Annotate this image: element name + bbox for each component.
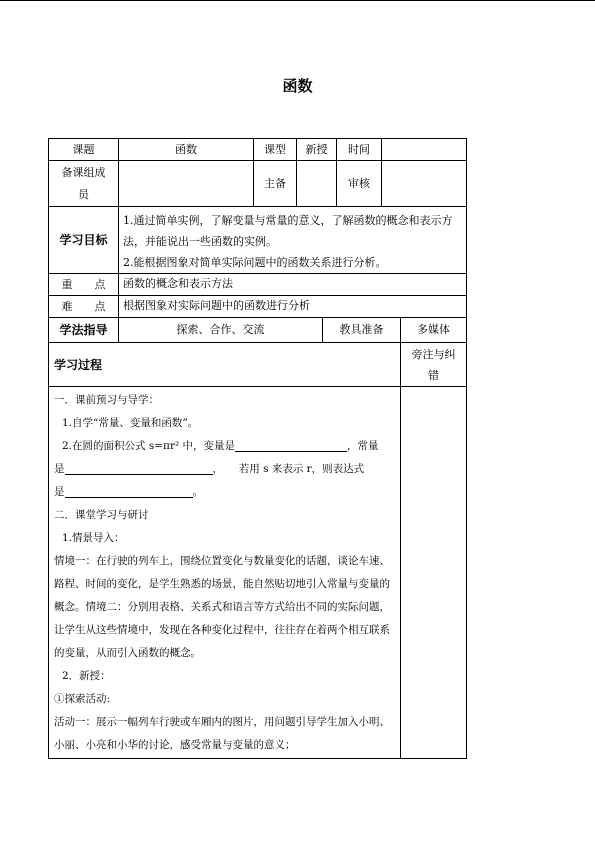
objectives-content: [118, 206, 467, 273]
time-label: 时间: [336, 138, 381, 160]
blank-expression[interactable]: [65, 484, 193, 498]
item2-text-e: 是: [54, 486, 65, 498]
objective-item-2: 2.能根据图象对简单实际问题中的函数关系进行分析。: [123, 256, 387, 269]
item2-text-d: ， 若用 s 来表示 r，则表达式: [212, 463, 365, 475]
scenario-text: 情境一：在行驶的列车上，围绕位置变化与数量变化的话题，谈论车速、路程、时间的变化，是学生熟悉的场景，能自然贴切地引入常量与变量的概念。情境二：分别用表格、关系式和语言等方式给出不同的实际问题，让学生从这些情境中，发现在各种变化过程中，往往存在着两个相互联系的变量，从而引入函数的概念。: [54, 555, 390, 659]
topic-label: 课题: [48, 138, 118, 160]
blank-constant[interactable]: [65, 461, 213, 475]
prep-value: 多媒体: [400, 317, 467, 342]
lead-label: 主备: [253, 160, 296, 206]
prep-label: 教具准备: [322, 317, 400, 342]
page-title: 函数: [282, 77, 313, 95]
item2-text-f: 。: [192, 486, 203, 498]
preview-item-2: [54, 435, 396, 458]
side-notes-label: 旁注与纠错: [400, 342, 467, 386]
process-label: 学习过程: [48, 342, 400, 386]
team-value: [118, 160, 253, 206]
difficulty-value: 根据图象对实际问题中的函数进行分析: [118, 295, 467, 317]
item2-text-b: ，常量: [347, 440, 379, 452]
team-label: 备课组成员: [48, 160, 118, 206]
blank-variable[interactable]: [235, 438, 347, 452]
section-preview: 一．课前预习与导学：: [54, 394, 159, 406]
activity-1-text: 活动一：展示一幅列车行驶或车厢内的图片，用问题引导学生加入小明、小丽、小亮和小华的讨论，感受常量与变量的意义；: [54, 716, 390, 751]
process-content: [48, 386, 400, 759]
difficulty-label: 难 点: [48, 295, 118, 317]
preview-item-1: 1.自学“常量、变量和函数”。: [62, 417, 199, 429]
preview-item-2-end: [54, 481, 396, 504]
time-value: [381, 138, 467, 160]
key-point-value: 函数的概念和表示方法: [118, 273, 467, 295]
scenario-intro-heading: 1.情景导入：: [62, 532, 125, 544]
type-label: 课型: [253, 138, 296, 160]
key-point-label: 重 点: [48, 273, 118, 295]
method-label: 学法指导: [48, 317, 118, 342]
review-label: 审核: [336, 160, 381, 206]
method-value: 探索、合作、交流: [118, 317, 322, 342]
new-lesson-heading: 2．新授：: [62, 670, 111, 682]
section-classroom: 二．课堂学习与研讨: [54, 509, 149, 521]
objectives-label: 学习目标: [48, 206, 118, 273]
preview-item-2-cont: [54, 458, 396, 481]
item2-text-c: 是: [54, 463, 65, 475]
review-value: [381, 160, 467, 206]
lead-value: [296, 160, 336, 206]
explore-heading: ①探索活动:: [54, 693, 111, 705]
side-notes-area[interactable]: [400, 386, 467, 759]
item2-text-a: 2.在圆的面积公式 s=πr² 中，变量是: [62, 440, 236, 452]
top-rule: [0, 0, 595, 1]
objective-item-1: 1.通过简单实例，了解变量与常量的意义，了解函数的概念和表示方法，并能说出一些函数的实例。: [123, 214, 453, 248]
type-value: 新授: [296, 138, 336, 160]
topic-value: 函数: [118, 138, 253, 160]
